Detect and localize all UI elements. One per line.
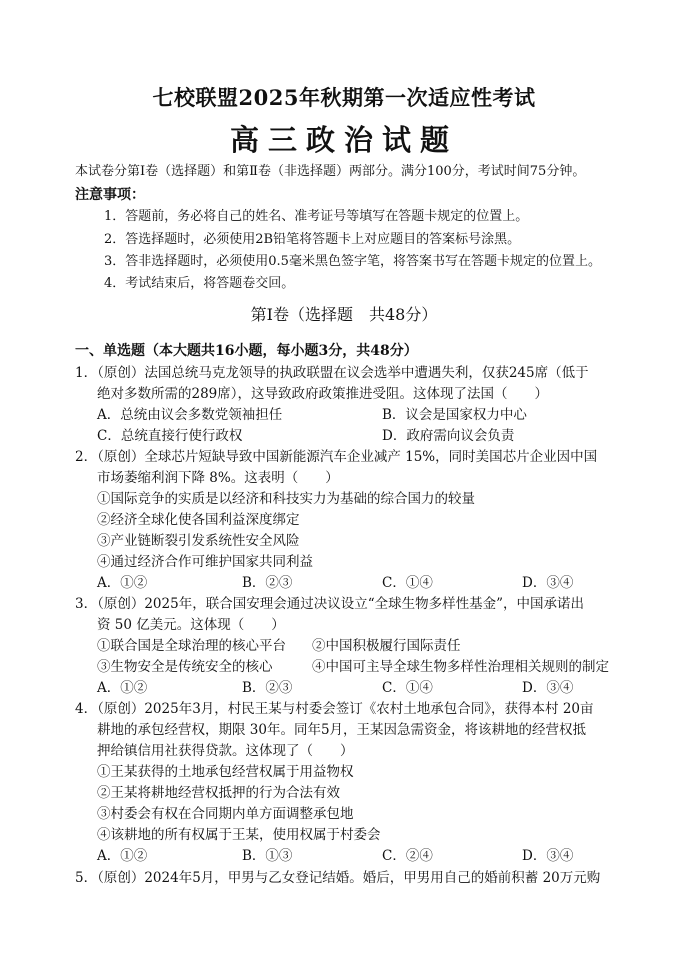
question-3-statement: ①联合国是全球治理的核心平台 — [97, 638, 286, 654]
question-4-stem: 4．（原创）2025年3月，村民王某与村委会签订《农村土地承包合同》，获得本村 20亩 — [75, 701, 594, 717]
question-2-statement: ②经济全球化使各国利益深度绑定 — [97, 512, 300, 528]
question-2-option-d: D．③④ — [522, 575, 574, 591]
question-2-stem: 2．（原创）全球芯片短缺导致中国新能源汽车企业减产 15%，同时美国芯片企业因中国 — [75, 449, 598, 465]
question-4-statement: ②王某将耕地经营权抵押的行为合法有效 — [97, 785, 340, 801]
question-3-statement: ②中国积极履行国际责任 — [312, 638, 461, 654]
part-title: 一、单选题（本大题共16小题，每小题3分，共48分） — [75, 343, 418, 359]
question-2-statement: ①国际竞争的实质是以经济和科技实力为基础的综合国力的较量 — [97, 491, 475, 507]
question-2-option-b: B．②③ — [242, 575, 293, 591]
exam-subtitle: 高三政治试题 — [229, 123, 458, 157]
question-1-stem: 1．（原创）法国总统马克龙领导的执政联盟在议会选举中遭遇失利，仅获245席（低于 — [75, 365, 589, 381]
question-2-statement: ③产业链断裂引发系统性安全风险 — [97, 533, 300, 549]
question-5-stem: 5．（原创）2024年5月，甲男与乙女登记结婚。婚后，甲男用自己的婚前积蓄 20万元购 — [75, 870, 601, 886]
question-3-statement: ④中国可主导全球生物多样性治理相关规则的制定 — [312, 659, 609, 675]
notice-title: 注意事项： — [75, 187, 145, 203]
question-4-stem: 押给镇信用社获得贷款。这体现了（ ） — [97, 743, 354, 759]
notice-item: 4．考试结束后，将答题卷交回。 — [104, 276, 295, 291]
question-3-stem: 3．（原创）2025年，联合国安理会通过决议设立“全球生物多样性基金”，中国承诺出 — [75, 596, 584, 612]
question-2-option-a: A．①② — [97, 575, 148, 591]
question-2-option-c: C．①④ — [382, 575, 433, 591]
question-3-statement: ③生物安全是传统安全的核心 — [97, 659, 273, 675]
question-4-stem: 耕地的承包经营权，期限 30年。同年5月，王某因急需资金，将该耕地的经营权抵 — [97, 722, 587, 738]
question-2-stem: 市场萎缩利润下降 8%。这表明（ ） — [97, 470, 339, 486]
question-4-statement: ③村委会有权在合同期内单方面调整承包地 — [97, 806, 354, 822]
section-title: 第Ⅰ卷（选择题 共48分） — [250, 305, 438, 324]
question-1-option-b: B．议会是国家权力中心 — [382, 407, 527, 423]
notice-item: 3．答非选择题时，必须使用0.5毫米黑色签字笔，将答案书写在答题卡规定的位置上。 — [104, 254, 601, 269]
question-2-statement: ④通过经济合作可维护国家共同利益 — [97, 554, 313, 570]
question-3-stem: 资 50 亿美元。这体现（ ） — [97, 617, 285, 633]
question-3-option-a: A．①② — [97, 680, 148, 696]
question-4-option-d: D．③④ — [522, 848, 574, 864]
exam-intro: 本试卷分第Ⅰ卷（选择题）和第Ⅱ卷（非选择题）两部分。满分100分，考试时间75分钟。 — [75, 164, 586, 179]
question-1-option-c: C．总统直接行使行政权 — [97, 428, 243, 444]
question-4-option-b: B．①③ — [242, 848, 293, 864]
question-1-option-d: D．政府需向议会负责 — [382, 428, 515, 444]
notice-item: 1．答题前，务必将自己的姓名、准考证号等填写在答题卡规定的位置上。 — [104, 209, 529, 224]
question-1-stem: 绝对多数所需的289席），这导致政府政策推进受阻。这体现了法国（ ） — [97, 386, 549, 402]
question-3-option-c: C．①④ — [382, 680, 433, 696]
question-4-statement: ①王某获得的土地承包经营权属于用益物权 — [97, 764, 354, 780]
question-4-option-a: A．①② — [97, 848, 148, 864]
notice-item: 2．答选择题时，必须使用2B铅笔将答题卡上对应题目的答案标号涂黑。 — [104, 232, 521, 247]
question-3-option-b: B．②③ — [242, 680, 293, 696]
exam-title: 七校联盟2025年秋期第一次适应性考试 — [152, 85, 536, 110]
question-3-option-d: D．③④ — [522, 680, 574, 696]
question-1-option-a: A．总统由议会多数党领袖担任 — [97, 407, 283, 423]
question-4-statement: ④该耕地的所有权属于王某，使用权属于村委会 — [97, 827, 381, 843]
question-4-option-c: C．②④ — [382, 848, 433, 864]
